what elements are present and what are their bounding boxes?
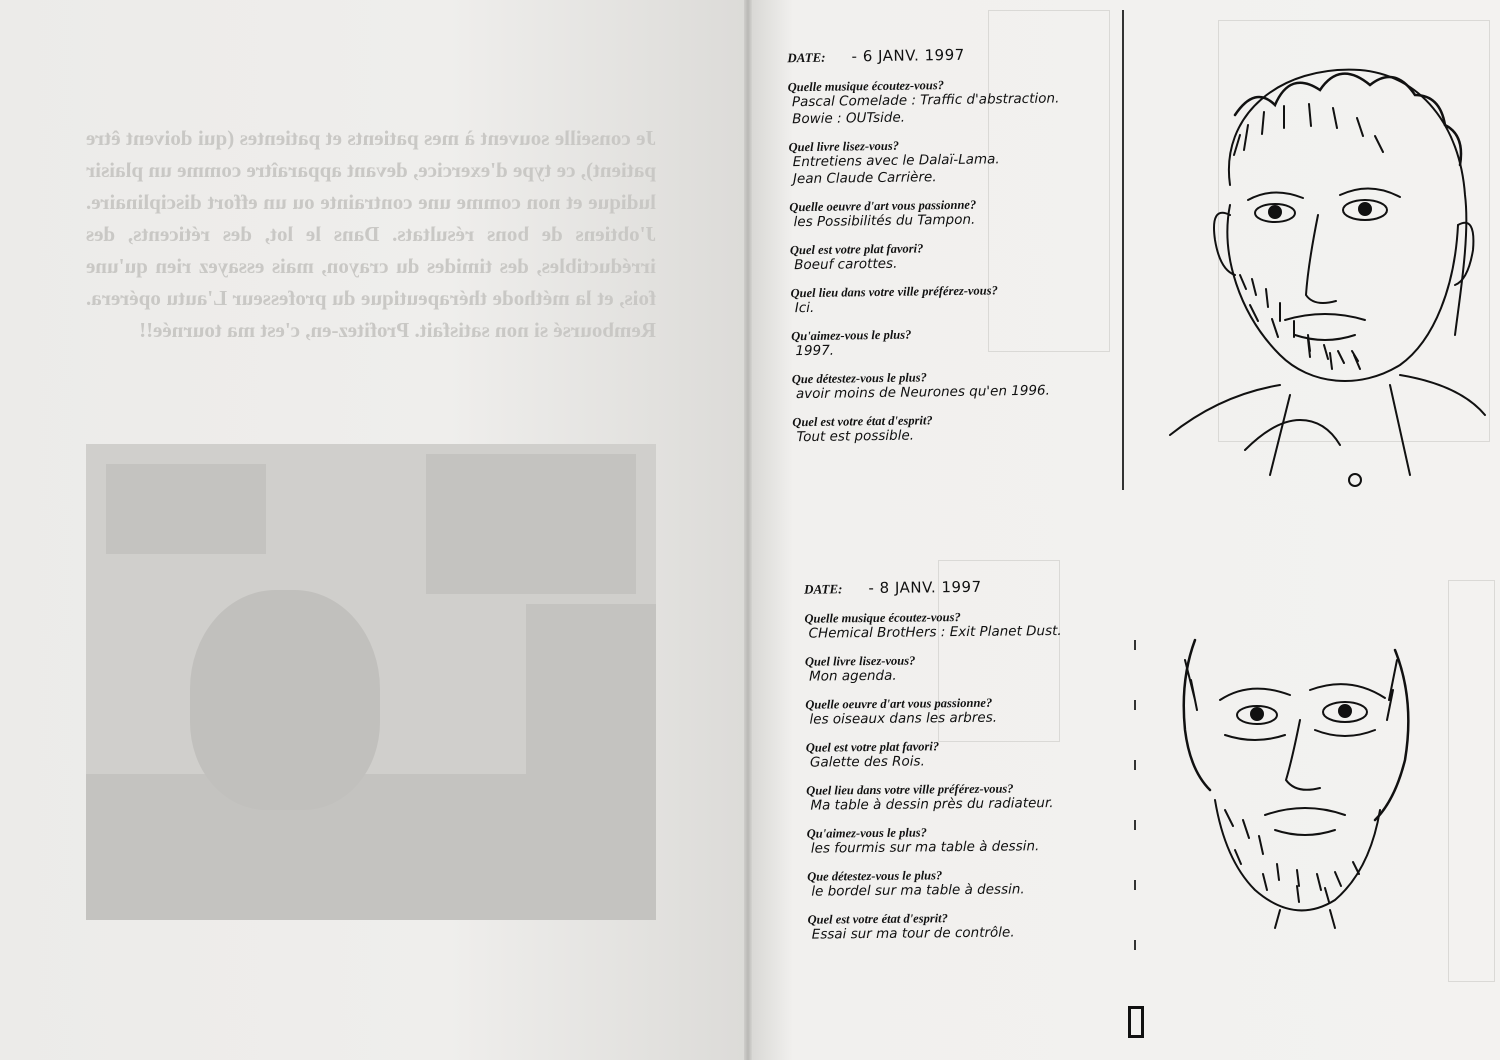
- left-page: [0, 0, 748, 1060]
- question: Quel lieu dans votre ville préférez-vous?: [790, 283, 998, 301]
- answer: Essai sur ma tour de contrôle.: [811, 924, 1015, 943]
- answer: les oiseaux dans les arbres.: [809, 709, 998, 728]
- page-number-marker: [1128, 1006, 1144, 1038]
- question: Quel est votre plat favori?: [789, 241, 924, 258]
- qa-item: [790, 239, 1110, 274]
- answer: Galette des Rois.: [809, 753, 925, 771]
- answer-line-2: Bowie : OUTside.: [792, 109, 906, 128]
- answer: Ici.: [794, 299, 815, 317]
- qa-item: [807, 866, 1127, 900]
- question: Quel livre lisez-vous?: [788, 138, 900, 155]
- bearded-man-portrait-1: [1160, 55, 1490, 500]
- qa-item: [806, 780, 1126, 814]
- answer-line-2: Jean Claude Carrière.: [792, 169, 937, 188]
- date-stamp: - 8 JANV. 1997: [868, 577, 982, 598]
- answer: 1997.: [795, 342, 835, 360]
- answer: Ma table à dessin près du radiateur.: [810, 795, 1054, 814]
- qa-item: [789, 196, 1109, 231]
- question: Que détestez-vous le plus?: [807, 868, 943, 884]
- question: Quelle musique écoutez-vous?: [787, 78, 945, 95]
- question: Quel est votre état d'esprit?: [792, 413, 933, 430]
- qa-item: [791, 325, 1111, 360]
- question: Quelle oeuvre d'art vous passionne?: [805, 695, 993, 712]
- date-row: [804, 576, 1124, 597]
- questionnaire-entry-1: [787, 44, 1113, 458]
- ghost-sketch: [1448, 580, 1495, 982]
- qa-item: [808, 909, 1128, 943]
- qa-item: [804, 608, 1124, 642]
- question: Qu'aimez-vous le plus?: [806, 825, 927, 841]
- question: Quel lieu dans votre ville préférez-vous?: [806, 781, 1014, 798]
- date-stamp: - 6 JANV. 1997: [851, 45, 965, 66]
- date-row: [787, 44, 1107, 66]
- answer: CHemical BrotHers : Exit Planet Dust.: [808, 622, 1062, 642]
- bleed-through-face: [190, 590, 380, 810]
- question: Que détestez-vous le plus?: [791, 370, 927, 387]
- qa-item: [792, 411, 1112, 446]
- answer: le bordel sur ma table à dessin.: [811, 881, 1025, 900]
- dashed-divider: [1134, 640, 1136, 970]
- answer: Tout est possible.: [796, 427, 915, 446]
- answer: avoir moins de Neurones qu'en 1996.: [795, 382, 1050, 403]
- vertical-divider: [1122, 10, 1124, 490]
- answer: Boeuf carottes.: [794, 255, 898, 274]
- qa-item: [792, 368, 1112, 403]
- qa-item: [788, 76, 1109, 128]
- qa-item: [790, 282, 1110, 317]
- qa-item: [805, 694, 1125, 728]
- question: Quelle musique écoutez-vous?: [804, 610, 961, 626]
- question: Quel livre lisez-vous?: [804, 653, 916, 669]
- question: Qu'aimez-vous le plus?: [791, 327, 912, 344]
- bearded-man-portrait-2: [1165, 630, 1435, 930]
- answer: Pascal Comelade : Traffic d'abstraction.: [791, 90, 1060, 111]
- qa-item: [807, 823, 1127, 857]
- book-gutter: [744, 0, 752, 1060]
- date-label: DATE:: [804, 581, 843, 597]
- answer: les fourmis sur ma table à dessin.: [810, 838, 1040, 857]
- answer: les Possibilités du Tampon.: [793, 211, 976, 231]
- answer: Entretiens avec le Dalaï-Lama.: [792, 151, 1000, 171]
- question: Quelle oeuvre d'art vous passionne?: [789, 197, 977, 215]
- qa-item: [805, 651, 1125, 685]
- qa-item: [806, 737, 1126, 771]
- bleed-through-text: Je conseille souvent à mes patients et patientes (qui doivent être patient), ce type d'exercice, devant apparaître comme un plaisir ludique et non comme une contrainte ou un effort disciplinaire. J'obtiens de bons résultats. Dans le lot, des réticents, des irréductibles, des timides du crayon, mais essayez rien qu'une fois, et la méthode thérapeutique du professeur L'autu opérera. Remboursé si non satisfait. Profitez-en, c'est ma tournée!!: [86, 126, 656, 342]
- question: Quel est votre plat favori?: [805, 739, 940, 755]
- answer: Mon agenda.: [808, 667, 897, 685]
- date-label: DATE:: [787, 49, 826, 66]
- questionnaire-entry-2: [804, 576, 1128, 955]
- question: Quel est votre état d'esprit?: [807, 911, 948, 927]
- qa-item: [788, 136, 1109, 188]
